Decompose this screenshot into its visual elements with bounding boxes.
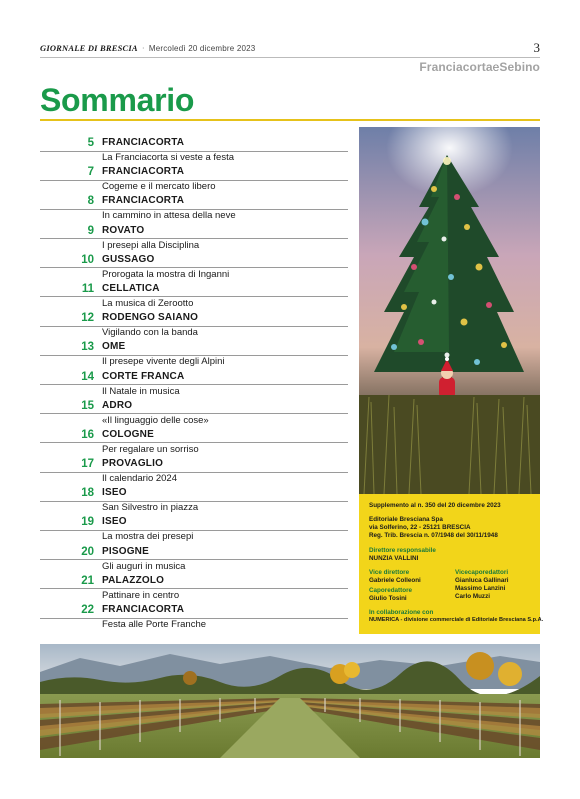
christmas-tree-photo xyxy=(359,127,540,494)
toc-page-number: 18 xyxy=(81,487,94,500)
colophon-registration: Reg. Trib. Brescia n. 07/1948 del 30/11/1948 xyxy=(369,532,498,539)
toc-page-number: 19 xyxy=(81,516,94,529)
colophon-box xyxy=(359,494,544,634)
toc-page-number: 8 xyxy=(87,195,94,208)
vineyard-photo xyxy=(40,644,540,758)
toc-page-number: 21 xyxy=(81,574,94,587)
colophon-address: via Solferino, 22 - 25121 BRESCIA xyxy=(369,524,471,531)
toc-place: PALAZZOLO xyxy=(102,574,165,586)
colophon-collaboration-label: In collaborazione con xyxy=(369,609,434,616)
toc-page-number: 13 xyxy=(81,341,94,354)
section-tag-left: Franciacorta xyxy=(419,60,493,74)
toc-entry xyxy=(40,574,348,603)
vineyard-image xyxy=(40,644,540,758)
toc-entry xyxy=(40,340,348,369)
page-header xyxy=(40,40,540,58)
colophon-vice-director-label: Vice direttore xyxy=(369,569,410,576)
toc-entry xyxy=(40,457,348,486)
toc-page-number: 22 xyxy=(81,604,94,616)
toc-place: CORTE FRANCA xyxy=(102,370,185,382)
toc-headline: I presepi alla Disciplina xyxy=(102,239,200,251)
masthead xyxy=(40,43,255,53)
toc-entry xyxy=(40,603,348,632)
toc-headline: Cogeme e il mercato libero xyxy=(102,181,216,193)
toc-divider xyxy=(40,530,348,531)
page-number: 3 xyxy=(533,40,540,55)
toc-place: PISOGNE xyxy=(102,545,149,557)
title-rule xyxy=(40,119,540,121)
toc-place: CELLATICA xyxy=(102,282,160,294)
section-tag xyxy=(419,60,540,74)
toc-headline: La musica di Zerootto xyxy=(102,297,194,309)
toc-headline: Vigilando con la banda xyxy=(102,327,198,339)
toc-place: FRANCIACORTA xyxy=(102,137,185,148)
toc-entry xyxy=(40,282,348,311)
colophon-collaboration: NUMERICA - divisione commerciale di Editoriale Bresciana S.p.A. xyxy=(369,617,544,623)
header-rule xyxy=(40,57,540,58)
toc-place: FRANCIACORTA xyxy=(102,195,185,207)
toc-entry xyxy=(40,194,348,223)
toc-place: FRANCIACORTA xyxy=(102,166,185,178)
toc-headline: «Il linguaggio delle cose» xyxy=(102,414,209,426)
colophon-deputy-chief: Gianluca Gallinari xyxy=(455,577,509,584)
toc-place: ROVATO xyxy=(102,224,145,236)
toc-page-number: 9 xyxy=(87,224,94,237)
toc-place: ISEO xyxy=(102,487,127,499)
toc-place: ISEO xyxy=(102,516,127,528)
toc-place: GUSSAGO xyxy=(102,253,155,265)
colophon-publisher: Editoriale Bresciana Spa xyxy=(369,516,443,523)
toc-place: OME xyxy=(102,341,126,353)
toc-entry xyxy=(40,136,348,165)
toc-divider xyxy=(40,472,348,473)
section-tag-right: Sebino xyxy=(499,60,540,74)
toc-page-number: 12 xyxy=(81,312,94,325)
colophon-supplement: Supplemento al n. 350 del 20 dicembre 2023 xyxy=(369,502,501,509)
toc-entry xyxy=(40,370,348,399)
toc-headline: Festa alle Porte Franche xyxy=(102,619,207,630)
toc-headline: Prorogata la mostra di Inganni xyxy=(102,268,230,280)
colophon-vice-director: Gabriele Colleoni xyxy=(369,577,421,584)
toc-headline: In cammino in attesa della neve xyxy=(102,210,236,222)
colophon-deputy-chiefs-label: Vicecaporedattori xyxy=(455,569,509,576)
toc-headline: Per regalare un sorriso xyxy=(102,443,199,455)
toc-entry xyxy=(40,253,348,282)
toc-place: ADRO xyxy=(102,399,133,411)
colophon-director-label: Direttore responsabile xyxy=(369,547,436,554)
page-title: Sommario xyxy=(40,82,195,118)
toc-divider xyxy=(40,296,348,297)
toc-page-number: 14 xyxy=(81,370,94,383)
masthead-name: GIORNALE DI BRESCIA xyxy=(40,43,138,53)
toc-page-number: 15 xyxy=(81,399,94,412)
toc-page-number: 16 xyxy=(81,428,94,441)
toc-page-number: 10 xyxy=(81,253,94,266)
toc-entry xyxy=(40,311,348,340)
toc-headline: Il Natale in musica xyxy=(102,385,180,397)
toc-entry xyxy=(40,515,348,544)
colophon-chief-editor: Giulio Tosini xyxy=(369,595,407,602)
toc-headline: La mostra dei presepi xyxy=(102,531,194,543)
toc-entry xyxy=(40,399,348,428)
toc-headline: Pattinare in centro xyxy=(102,589,180,601)
toc-headline: San Silvestro in piazza xyxy=(102,502,199,514)
toc-entry xyxy=(40,428,348,457)
masthead-separator: · xyxy=(141,43,145,53)
colophon-deputy-chief: Carlo Muzzi xyxy=(455,593,490,600)
toc-divider xyxy=(40,588,348,589)
toc-headline: La Franciacorta si veste a festa xyxy=(102,152,235,163)
toc-headline: Il calendario 2024 xyxy=(102,473,177,485)
toc-place: COLOGNE xyxy=(102,428,154,440)
table-of-contents xyxy=(40,136,348,632)
toc-page-number: 5 xyxy=(87,137,94,149)
toc-divider xyxy=(40,559,348,560)
toc-entry xyxy=(40,545,348,574)
toc-page-number: 7 xyxy=(87,166,94,179)
toc-headline: Gli auguri in musica xyxy=(102,560,186,572)
toc-headline: Il presepe vivente degli Alpini xyxy=(102,356,225,368)
toc-page-number: 17 xyxy=(81,458,94,471)
toc-place: FRANCIACORTA xyxy=(102,604,185,615)
colophon-chief-editor-label: Caporedattore xyxy=(369,587,413,594)
toc-page-number: 11 xyxy=(81,282,94,295)
section-tag-mid: e xyxy=(492,60,500,74)
christmas-tree-image xyxy=(359,127,540,494)
toc-place: RODENGO SAIANO xyxy=(102,312,199,324)
toc-divider xyxy=(40,384,348,385)
colophon-director: NUNZIA VALLINI xyxy=(369,555,419,562)
issue-date: Mercoledì 20 dicembre 2023 xyxy=(148,44,256,53)
toc-entry xyxy=(40,165,348,194)
toc-page-number: 20 xyxy=(81,545,94,558)
toc-place: PROVAGLIO xyxy=(102,458,164,470)
toc-entry xyxy=(40,224,348,253)
toc-entry xyxy=(40,486,348,515)
colophon-deputy-chief: Massimo Lanzini xyxy=(455,585,506,592)
